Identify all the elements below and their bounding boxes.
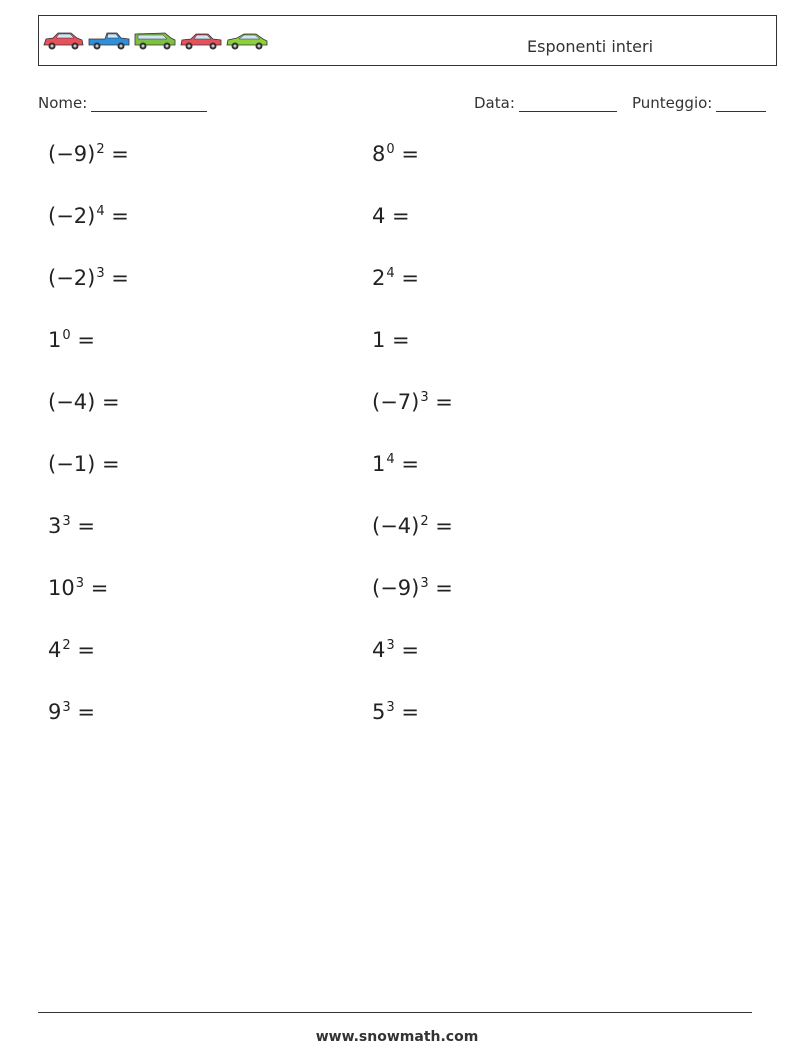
problem-item	[372, 142, 453, 204]
problem-base: 5	[372, 700, 386, 724]
problem-equals: =	[104, 142, 129, 166]
problem-item	[48, 328, 129, 390]
problem-exponent: 4	[386, 451, 395, 467]
problem-base: (−9)	[48, 142, 96, 166]
worksheet-header	[38, 15, 777, 66]
problem-exponent: 3	[420, 575, 429, 591]
problem-item	[372, 638, 453, 700]
name-label: Nome:	[38, 94, 88, 112]
problems-left-column	[48, 142, 129, 762]
problem-item	[372, 390, 453, 452]
date-label: Data:	[474, 94, 515, 112]
score-label: Punteggio:	[632, 94, 713, 112]
problem-item	[48, 266, 129, 328]
footer-divider	[38, 1012, 752, 1013]
problem-item	[48, 204, 129, 266]
car-red-sedan-icon	[179, 30, 223, 52]
problem-base: (−4)	[48, 390, 96, 414]
problem-exponent: 3	[420, 389, 429, 405]
problem-equals: =	[70, 328, 95, 352]
problem-item	[48, 638, 129, 700]
problem-item	[372, 328, 453, 390]
problems-right-column	[372, 142, 453, 762]
problem-equals: =	[95, 390, 120, 414]
problem-equals: =	[70, 638, 95, 662]
problem-base: 1	[48, 328, 62, 352]
problem-equals: =	[104, 266, 129, 290]
problem-equals: =	[428, 514, 453, 538]
problem-equals: =	[84, 576, 109, 600]
problem-equals: =	[394, 700, 419, 724]
problem-exponent: 0	[386, 141, 395, 157]
date-blank[interactable]	[519, 97, 617, 112]
problem-exponent: 3	[62, 699, 71, 715]
problem-exponent: 3	[96, 265, 105, 281]
problem-item	[48, 390, 129, 452]
score-field[interactable]	[632, 94, 766, 112]
problem-equals: =	[70, 514, 95, 538]
problem-item	[372, 700, 453, 762]
problem-item	[372, 452, 453, 514]
problem-exponent: 2	[420, 513, 429, 529]
problem-equals: =	[394, 452, 419, 476]
car-green-hatch-icon	[225, 30, 269, 52]
problem-equals: =	[394, 638, 419, 662]
problem-base: (−9)	[372, 576, 420, 600]
problem-item	[48, 142, 129, 204]
problem-exponent: 3	[62, 513, 71, 529]
problem-exponent: 4	[386, 265, 395, 281]
problem-item	[48, 700, 129, 762]
problem-equals: =	[104, 204, 129, 228]
problem-exponent: 2	[62, 637, 71, 653]
problem-equals: =	[385, 204, 410, 228]
problem-base: (−2)	[48, 204, 96, 228]
car-green-van-icon	[133, 30, 177, 52]
name-blank[interactable]	[91, 97, 207, 112]
problem-base: 1	[372, 452, 386, 476]
problem-item	[48, 576, 129, 638]
problem-base: (−7)	[372, 390, 420, 414]
problem-base: 2	[372, 266, 386, 290]
problem-exponent: 3	[75, 575, 85, 591]
car-blue-pickup-icon	[87, 30, 131, 52]
name-field[interactable]	[38, 94, 207, 112]
problem-equals: =	[70, 700, 95, 724]
footer-url[interactable]: www.snowmath.com	[315, 1029, 479, 1045]
problem-equals: =	[428, 390, 453, 414]
problem-base: (−2)	[48, 266, 96, 290]
problem-base: (−1)	[48, 452, 96, 476]
problem-base: 1	[372, 328, 386, 352]
problem-base: 9	[48, 700, 62, 724]
car-red-icon	[41, 30, 85, 52]
problem-item	[48, 514, 129, 576]
problem-item	[372, 204, 453, 266]
problem-base: 4	[48, 638, 62, 662]
problem-exponent: 4	[96, 203, 105, 219]
problem-base: 4	[372, 204, 386, 228]
problem-equals: =	[95, 452, 120, 476]
problem-item	[48, 452, 129, 514]
problem-equals: =	[394, 266, 419, 290]
problem-base: (−4)	[372, 514, 420, 538]
score-blank[interactable]	[716, 97, 766, 112]
problem-base: 4	[372, 638, 386, 662]
problem-base: 10	[48, 576, 75, 600]
problem-equals: =	[394, 142, 419, 166]
problem-item	[372, 576, 453, 638]
problem-exponent: 3	[386, 699, 395, 715]
problem-item	[372, 514, 453, 576]
problem-base: 3	[48, 514, 62, 538]
worksheet-title: Esponenti interi	[527, 37, 654, 56]
problem-exponent: 2	[96, 141, 105, 157]
problem-exponent: 0	[62, 327, 71, 343]
date-field[interactable]	[474, 94, 617, 112]
car-banner	[41, 30, 269, 52]
problem-base: 8	[372, 142, 386, 166]
problem-equals: =	[385, 328, 410, 352]
problem-item	[372, 266, 453, 328]
problem-equals: =	[428, 576, 453, 600]
problem-exponent: 3	[386, 637, 395, 653]
